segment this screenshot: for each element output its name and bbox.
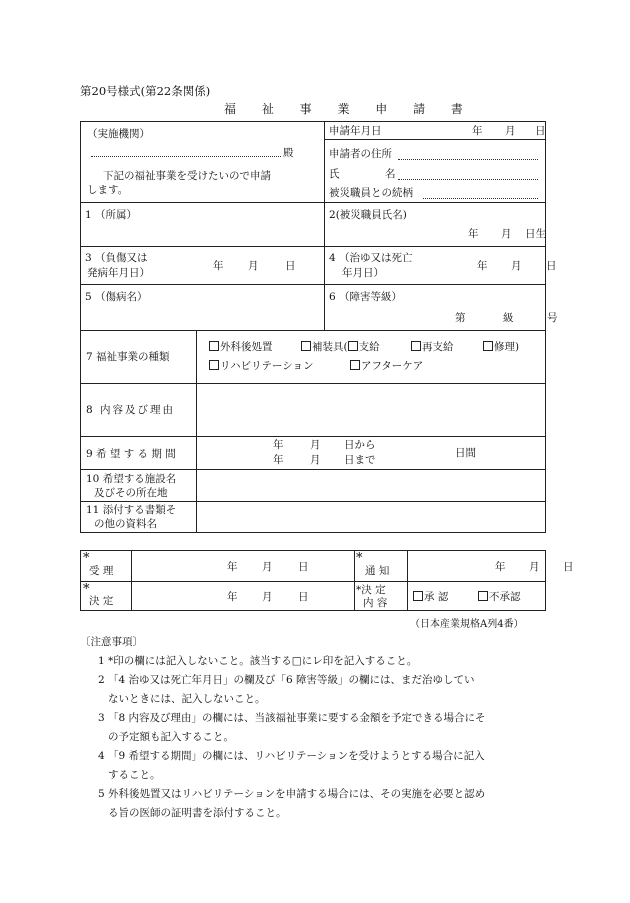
address-field[interactable] xyxy=(398,147,538,160)
disability-cell[interactable] xyxy=(325,285,558,331)
address-label: 申請者の住所 xyxy=(329,148,393,160)
notice-label: 通 知 xyxy=(365,565,390,577)
period-label-cell xyxy=(81,437,197,470)
cure-year: 年 xyxy=(477,260,488,272)
note-3: 3 「8 内容及び理由」の欄には、当該福祉事業に要する金額を予定できる場合にそ xyxy=(98,712,486,724)
asterisk-mark: * xyxy=(83,582,90,597)
facility-label-cell xyxy=(81,470,197,502)
content-reason-field[interactable] xyxy=(197,384,546,437)
approve-option[interactable]: 承 認 xyxy=(413,590,448,604)
attachment-label-cell xyxy=(81,502,197,533)
checkbox-icon[interactable] xyxy=(209,341,219,351)
disease-label: 5 （傷病名） xyxy=(85,291,148,303)
institution-cell[interactable] xyxy=(81,122,325,203)
date-day: 日 xyxy=(535,125,546,137)
decision-year: 年 xyxy=(227,591,238,603)
grade-go: 号 xyxy=(547,312,558,324)
relation-label: 被災職員との続柄 xyxy=(329,187,414,199)
form-title: 福 祉 事 業 申 請 書 xyxy=(224,102,474,116)
note-5-cont: る旨の医師の証明書を添付すること。 xyxy=(108,807,287,819)
option-resupply[interactable]: 再支給 xyxy=(411,340,454,354)
cure-date-label-1: 4 （治ゆ又は死亡 xyxy=(329,252,413,264)
affiliation-label: 1 （所属） xyxy=(85,209,138,221)
to-year: 年 xyxy=(273,454,284,466)
decision-content-label-2: 内 容 xyxy=(363,597,388,609)
attachment-field[interactable] xyxy=(197,502,546,533)
checkbox-icon[interactable] xyxy=(411,341,421,351)
date-year: 年 xyxy=(472,125,483,137)
notice-year: 年 xyxy=(495,561,506,573)
decision-label-cell xyxy=(81,582,132,611)
facility-label-2: 及びその所在地 xyxy=(94,487,168,499)
dono-label: 殿 xyxy=(283,147,294,159)
checkbox-icon[interactable] xyxy=(478,591,488,601)
disapprove-option[interactable]: 不承認 xyxy=(478,590,521,604)
checkbox-icon[interactable] xyxy=(413,591,423,601)
option-repair[interactable]: 修理) xyxy=(483,340,519,354)
note-2-cont: ないときには、記入しないこと。 xyxy=(108,693,266,705)
note-3-cont: の予定額も記入すること。 xyxy=(108,731,234,743)
checkbox-icon[interactable] xyxy=(209,360,219,370)
note-4: 4 「9 希望する期間」の欄には、リハビリテーションを受けようとする場合に記入 xyxy=(98,750,485,762)
receipt-label-cell xyxy=(81,551,132,582)
period-field[interactable] xyxy=(197,437,546,470)
option-rehabilitation[interactable]: リハビリテーション xyxy=(209,359,314,373)
service-type-label: 7 福祉事業の種類 xyxy=(86,351,170,363)
injury-month: 月 xyxy=(248,260,259,272)
institution-label: （実施機関） xyxy=(87,128,150,140)
content-reason-label-cell xyxy=(81,384,197,437)
application-date-label: 申請年月日 xyxy=(329,125,382,137)
from-month: 月 xyxy=(310,439,321,451)
option-prosthesis[interactable]: 補装具( 支給 xyxy=(301,340,380,354)
note-5: 5 外科後処置又はリハビリテーションを申請する場合には、その実施を必要と認め xyxy=(98,788,486,800)
request-text-2: します。 xyxy=(87,184,129,196)
injury-date-cell[interactable] xyxy=(81,247,325,285)
birth-year: 年 xyxy=(468,228,479,240)
to-month: 月 xyxy=(310,454,321,466)
receipt-date-field[interactable] xyxy=(132,551,355,582)
notice-date-field[interactable] xyxy=(408,551,574,582)
from-day: 日から xyxy=(344,439,376,451)
victim-name-cell[interactable] xyxy=(325,203,546,247)
cure-month: 月 xyxy=(511,260,522,272)
relation-field[interactable] xyxy=(423,186,538,199)
name-label-1: 氏 xyxy=(329,168,340,180)
notes-section xyxy=(80,633,560,823)
affiliation-cell[interactable] xyxy=(81,203,325,247)
disability-label: 6 （障害等級） xyxy=(329,291,403,303)
decision-content-label-cell xyxy=(355,582,408,611)
name-label-2: 名 xyxy=(385,168,396,180)
decision-label: 決 定 xyxy=(89,595,114,607)
from-year: 年 xyxy=(273,439,284,451)
asterisk-mark: * xyxy=(83,551,90,566)
notice-month: 月 xyxy=(529,561,540,573)
checkbox-icon[interactable] xyxy=(301,341,311,351)
receipt-month: 月 xyxy=(262,561,273,573)
receipt-day: 日 xyxy=(298,561,309,573)
option-surgery[interactable]: 外科後処置 xyxy=(209,340,273,354)
attachment-label-2: の他の資料名 xyxy=(94,518,157,530)
notice-label-cell xyxy=(355,551,408,582)
notes-title: 〔注意事項〕 xyxy=(80,636,143,648)
birth-day: 日生 xyxy=(525,228,547,240)
service-type-options xyxy=(197,331,546,384)
injury-day: 日 xyxy=(285,260,296,272)
disease-cell[interactable] xyxy=(81,285,325,331)
note-1: 1 *印の欄には記入しないこと。該当する□にレ印を記入すること。 xyxy=(98,655,418,667)
decision-day: 日 xyxy=(298,591,309,603)
injury-date-label-2: 発病年月日） xyxy=(87,267,150,279)
asterisk-mark: * xyxy=(356,551,363,566)
decision-content-label-1: *決 定 xyxy=(356,584,386,596)
attachment-label-1: 11 添付する書類そ xyxy=(86,504,177,516)
main-form-table xyxy=(80,121,558,533)
request-text-1: 下記の福祉事業を受けたいので申請 xyxy=(103,170,271,182)
decision-content-options xyxy=(408,582,546,611)
note-2: 2 「4 治ゆ又は死亡年月日」の欄及び「6 障害等級」の欄には、まだ治ゆしてい xyxy=(98,674,475,686)
victim-name-label: 2(被災職員氏名) xyxy=(329,209,407,221)
facility-field[interactable] xyxy=(197,470,546,502)
note-4-cont: すること。 xyxy=(108,769,161,781)
facility-label-1: 10 希望する施設名 xyxy=(86,473,177,485)
checkbox-icon[interactable] xyxy=(350,360,360,370)
injury-year: 年 xyxy=(213,260,224,272)
to-day: 日まで xyxy=(344,454,376,466)
grade-kyu: 級 xyxy=(503,312,514,324)
period-label: 9 希 望 す る 期 間 xyxy=(86,448,176,460)
option-aftercare[interactable]: アフターケア xyxy=(350,359,423,373)
decision-month: 月 xyxy=(262,591,273,603)
receipt-label: 受 理 xyxy=(89,565,114,577)
paper-standard: （日本産業規格A列4番） xyxy=(410,619,524,630)
period-days: 日間 xyxy=(455,447,476,459)
birth-month: 月 xyxy=(501,228,512,240)
grade-dai: 第 xyxy=(455,312,466,324)
date-month: 月 xyxy=(505,125,516,137)
receipt-year: 年 xyxy=(227,561,238,573)
applicant-cell xyxy=(325,122,546,203)
service-type-label-cell xyxy=(81,331,197,384)
checkbox-icon[interactable] xyxy=(483,341,493,351)
cure-date-label-2: 年月日） xyxy=(342,267,385,279)
notice-day: 日 xyxy=(563,561,574,573)
content-reason-label: 8 内容及び理由 xyxy=(86,404,176,416)
institution-field[interactable] xyxy=(91,144,281,157)
checkbox-icon[interactable] xyxy=(348,341,358,351)
decision-date-field[interactable] xyxy=(132,582,355,611)
injury-date-label-1: 3 （負傷又は xyxy=(85,252,148,264)
cure-date-cell[interactable] xyxy=(325,247,557,285)
form-caption: 第20号様式(第22条関係) xyxy=(80,84,211,98)
name-field[interactable] xyxy=(398,167,538,180)
cure-day: 日 xyxy=(546,260,557,272)
office-use-table xyxy=(80,550,574,611)
